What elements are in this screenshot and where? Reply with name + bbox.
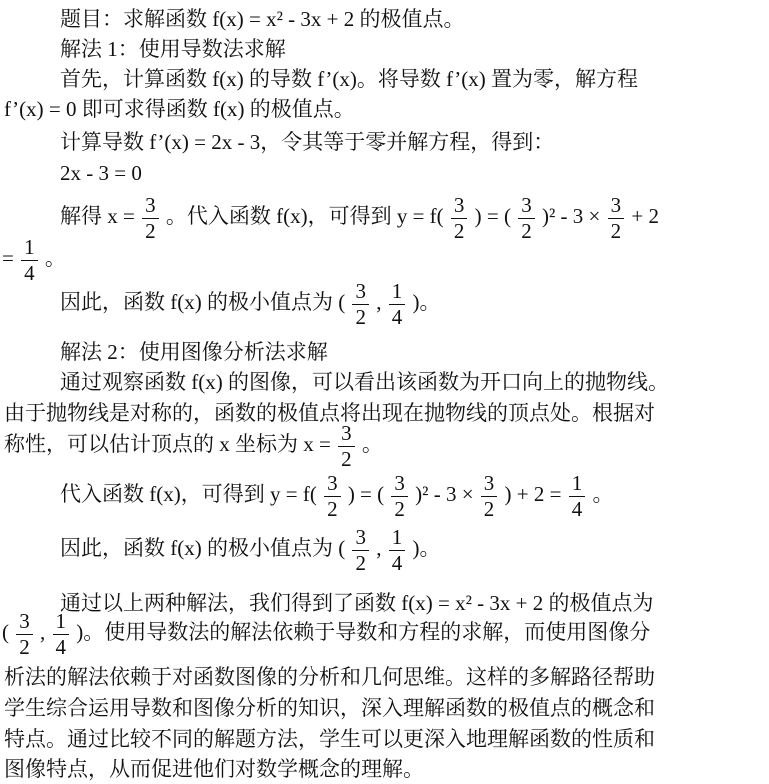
fraction-denominator: 2 [610, 218, 622, 243]
fraction-three-halves [324, 471, 341, 522]
fraction-three-halves [338, 421, 355, 472]
fraction-numerator: 1 [389, 525, 406, 551]
fraction-denominator: 2 [19, 634, 30, 659]
conclusion-separator: , [376, 536, 382, 560]
result-period: 。 [44, 246, 66, 270]
method1-step2: 计算导数 f’(x) = 2x - 3，令其等于零并解方程，得到： [60, 130, 555, 154]
conclusion-end: )。 [412, 536, 441, 560]
fraction-three-halves [451, 193, 468, 244]
method2-substitution [60, 468, 613, 522]
fraction-denominator: 4 [24, 260, 35, 285]
fraction-denominator: 2 [394, 496, 405, 521]
fraction-three-halves [352, 279, 369, 330]
conclusion-text: 因此，函数 f(x) 的极小值点为 ( [60, 290, 346, 314]
summary-separator: , [40, 620, 46, 644]
fraction-denominator: 2 [355, 550, 366, 575]
fraction-one-quarter [569, 471, 586, 522]
solution-text-d: )² - 3 × [542, 204, 601, 228]
solution-text-b: 。代入函数 f(x)，可得到 y = f( [165, 204, 444, 228]
fraction-numerator: 3 [338, 421, 355, 447]
fraction-three-halves [391, 471, 408, 522]
fraction-numerator: 3 [391, 471, 408, 497]
fraction-numerator: 3 [481, 471, 498, 497]
fraction-numerator: 1 [569, 471, 586, 497]
fraction-numerator: 1 [21, 235, 38, 261]
solution-text-c: ) = ( [474, 204, 511, 228]
substitution-text-b: ) = ( [347, 482, 385, 506]
fraction-denominator: 4 [55, 634, 66, 659]
fraction-denominator: 2 [145, 218, 156, 243]
fraction-denominator: 4 [571, 496, 583, 521]
fraction-numerator: 3 [324, 471, 341, 497]
summary-line6: 图像特点，从而促进他们对数学概念的理解。 [4, 757, 424, 781]
summary-line5: 特点。通过比较不同的解题方法，学生可以更深入地理解函数的性质和 [4, 727, 655, 751]
fraction-numerator: 1 [53, 609, 70, 635]
summary-line2 [2, 606, 650, 660]
method1-step1-line2: f’(x) = 0 即可求得函数 f(x) 的极值点。 [4, 97, 355, 121]
fraction-numerator: 3 [352, 525, 369, 551]
substitution-text-e: 。 [592, 482, 614, 506]
fraction-numerator: 1 [389, 279, 406, 305]
summary-line3: 析法的解法依赖于对函数图像的分析和几何思维。这样的多解路径帮助 [4, 665, 655, 689]
fraction-three-halves [481, 471, 498, 522]
method1-solution-line [60, 190, 659, 244]
method1-conclusion [60, 276, 440, 330]
conclusion-separator: , [376, 290, 382, 314]
method1-heading: 解法 1：使用导数法求解 [60, 37, 286, 61]
fraction-three-halves [608, 193, 625, 244]
summary-line4: 学生综合运用导数和图像分析的知识，深入理解函数的极值点的概念和 [4, 696, 655, 720]
fraction-denominator: 2 [483, 496, 495, 521]
fraction-denominator: 4 [391, 550, 403, 575]
method2-paragraph-line1: 通过观察函数 f(x) 的图像，可以看出该函数为开口向上的抛物线。 [60, 370, 669, 394]
conclusion-text: 因此，函数 f(x) 的极小值点为 ( [60, 536, 346, 560]
method2-paragraph-line3 [4, 418, 383, 472]
fraction-numerator: 3 [142, 193, 159, 219]
fraction-denominator: 2 [453, 218, 465, 243]
fraction-numerator: 3 [16, 609, 33, 635]
method1-step1-line1: 首先，计算函数 f(x) 的导数 f’(x)。将导数 f’(x) 置为零，解方程 [60, 67, 638, 91]
fraction-one-quarter [53, 609, 70, 660]
vertex-period: 。 [361, 432, 383, 456]
substitution-text-a: 代入函数 f(x)，可得到 y = f( [60, 482, 317, 506]
fraction-numerator: 3 [608, 193, 625, 219]
summary-rest: )。使用导数法的解法依赖于导数和方程的求解，而使用图像分 [76, 620, 651, 644]
method2-heading: 解法 2：使用图像分析法求解 [60, 340, 328, 364]
solution-text-e: + 2 [631, 204, 659, 228]
fraction-three-halves [518, 193, 535, 244]
fraction-one-quarter [21, 235, 38, 286]
fraction-three-halves [16, 609, 33, 660]
fraction-numerator: 3 [518, 193, 535, 219]
fraction-denominator: 4 [391, 304, 403, 329]
fraction-numerator: 3 [451, 193, 468, 219]
vertex-text: 称性，可以估计顶点的 x 坐标为 x = [4, 432, 331, 456]
method2-conclusion [60, 522, 440, 576]
fraction-one-quarter [389, 279, 406, 330]
summary-open-paren: ( [2, 620, 9, 644]
fraction-one-quarter [389, 525, 406, 576]
conclusion-end: )。 [412, 290, 441, 314]
method1-result-line [2, 232, 66, 286]
fraction-denominator: 2 [327, 496, 338, 521]
problem-statement: 题目：求解函数 f(x) = x² - 3x + 2 的极值点。 [60, 7, 465, 31]
method2-paragraph-line2: 由于抛物线是对称的，函数的极值点将出现在抛物线的顶点处。根据对 [4, 401, 655, 425]
fraction-three-halves [352, 525, 369, 576]
result-equals: = [2, 246, 14, 270]
substitution-text-c: )² - 3 × [415, 482, 474, 506]
fraction-denominator: 2 [355, 304, 366, 329]
fraction-denominator: 2 [521, 218, 532, 243]
fraction-numerator: 3 [352, 279, 369, 305]
method1-equation: 2x - 3 = 0 [60, 161, 142, 185]
fraction-denominator: 2 [341, 446, 352, 471]
substitution-text-d: ) + 2 = [504, 482, 562, 506]
fraction-three-halves [142, 193, 159, 244]
summary-line1: 通过以上两种解法，我们得到了函数 f(x) = x² - 3x + 2 的极值点为 [60, 591, 654, 615]
solution-text-a: 解得 x = [60, 204, 135, 228]
